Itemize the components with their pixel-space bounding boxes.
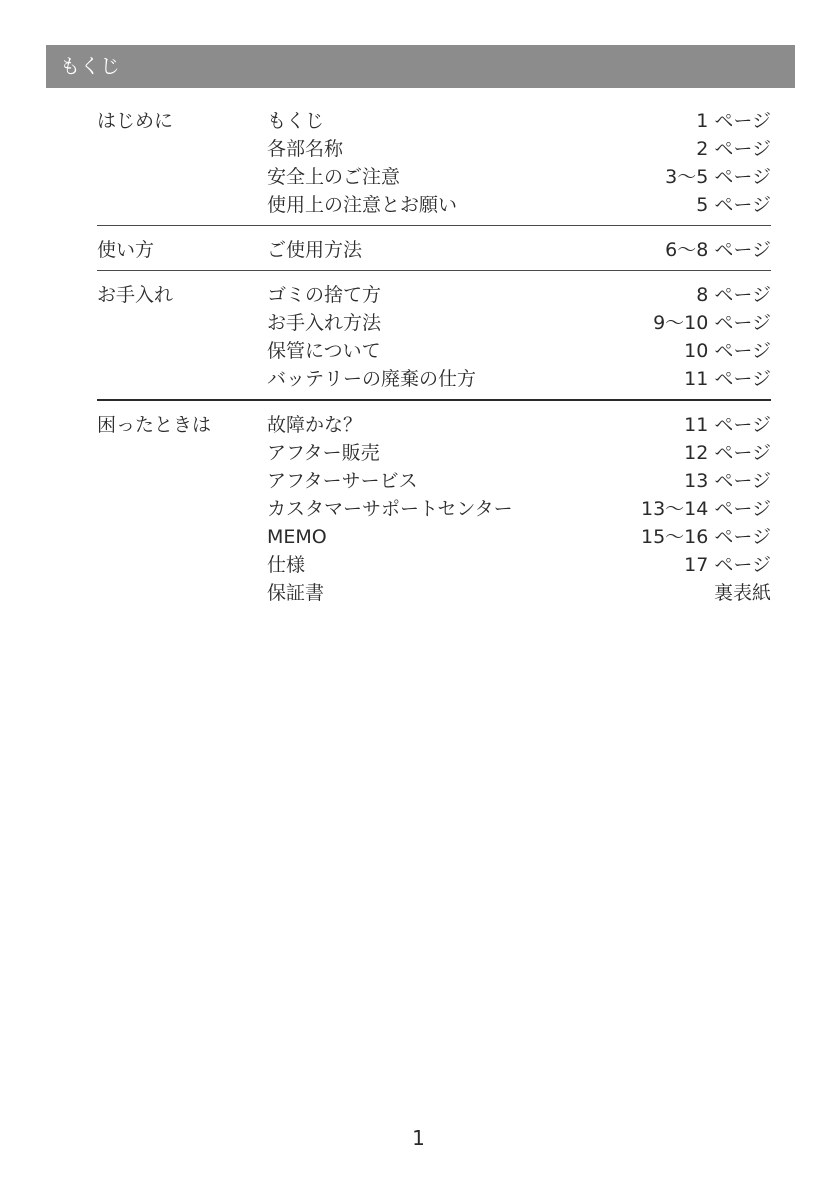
toc-row[interactable] (97, 523, 771, 551)
toc-item-title: ゴミの捨て方 (267, 284, 382, 306)
toc-item-title: MEMO (267, 526, 327, 548)
toc-item-page: 1 ページ (696, 110, 771, 132)
toc-row[interactable] (97, 579, 771, 607)
toc-row[interactable] (97, 551, 771, 579)
toc-item-page: 3～5 ページ (665, 166, 771, 188)
toc-category-empty (97, 439, 267, 467)
toc-row[interactable] (97, 281, 771, 309)
toc-row[interactable] (97, 191, 771, 219)
toc-header-title: もくじ (60, 54, 120, 78)
toc-section-introduction (97, 107, 771, 226)
toc-item-title: アフター販売 (267, 442, 380, 464)
toc-item-title: アフターサービス (267, 470, 418, 492)
toc-item-title: 安全上のご注意 (267, 166, 401, 188)
toc-category-empty (97, 337, 267, 365)
page-number: 1 (412, 1126, 425, 1150)
toc-item-title: 使用上の注意とお願い (267, 194, 458, 216)
toc-category-empty (97, 495, 267, 523)
toc-item-page: 12 ページ (684, 442, 771, 464)
toc-item-title: カスタマーサポートセンター (267, 498, 513, 520)
toc-category-empty (97, 135, 267, 163)
toc-category: 使い方 (97, 239, 155, 261)
toc-category-empty (97, 191, 267, 219)
toc-item-page: 15～16 ページ (640, 526, 771, 548)
table-of-contents (97, 107, 771, 607)
toc-section-troubleshooting (97, 401, 771, 607)
toc-category: はじめに (97, 110, 174, 132)
toc-row[interactable] (97, 107, 771, 135)
toc-row[interactable] (97, 236, 771, 264)
toc-row[interactable] (97, 495, 771, 523)
toc-row[interactable] (97, 365, 771, 393)
toc-item-page: 5 ページ (696, 194, 771, 216)
toc-section-usage (97, 226, 771, 271)
toc-category-empty (97, 309, 267, 337)
toc-item-page: 10 ページ (684, 340, 771, 362)
toc-item-page: 13 ページ (684, 470, 771, 492)
toc-row[interactable] (97, 411, 771, 439)
toc-item-title: バッテリーの廃棄の仕方 (267, 368, 477, 390)
toc-row[interactable] (97, 163, 771, 191)
toc-category-empty (97, 579, 267, 607)
toc-category: 困ったときは (97, 414, 212, 436)
toc-row[interactable] (97, 135, 771, 163)
toc-item-title: 故障かな？ (267, 414, 363, 436)
toc-category-empty (97, 163, 267, 191)
toc-item-page: 11 ページ (684, 368, 771, 390)
toc-item-page: 9～10 ページ (653, 312, 771, 334)
toc-category-empty (97, 467, 267, 495)
toc-item-title: 保証書 (267, 582, 325, 604)
toc-item-title: 保管について (267, 340, 381, 362)
toc-category: お手入れ (97, 284, 174, 306)
toc-section-maintenance (97, 271, 771, 401)
toc-item-title: 各部名称 (267, 138, 344, 160)
toc-item-page: 11 ページ (684, 414, 771, 436)
toc-row[interactable] (97, 439, 771, 467)
toc-item-page: 6～8 ページ (665, 239, 771, 261)
toc-row[interactable] (97, 467, 771, 495)
toc-item-title: 仕様 (267, 554, 306, 576)
toc-item-title: ご使用方法 (267, 239, 363, 261)
toc-category-empty (97, 523, 267, 551)
toc-item-title: お手入れ方法 (267, 312, 382, 334)
toc-row[interactable] (97, 309, 771, 337)
toc-item-page: 17 ページ (684, 554, 771, 576)
toc-header-bar (46, 45, 795, 88)
toc-category-empty (97, 551, 267, 579)
toc-item-page: 8 ページ (696, 284, 771, 306)
toc-category-empty (97, 365, 267, 393)
toc-item-page: 裏表紙 (713, 582, 771, 604)
toc-row[interactable] (97, 337, 771, 365)
toc-item-page: 2 ページ (696, 138, 771, 160)
toc-item-page: 13～14 ページ (640, 498, 771, 520)
toc-item-title: もくじ (267, 110, 325, 132)
